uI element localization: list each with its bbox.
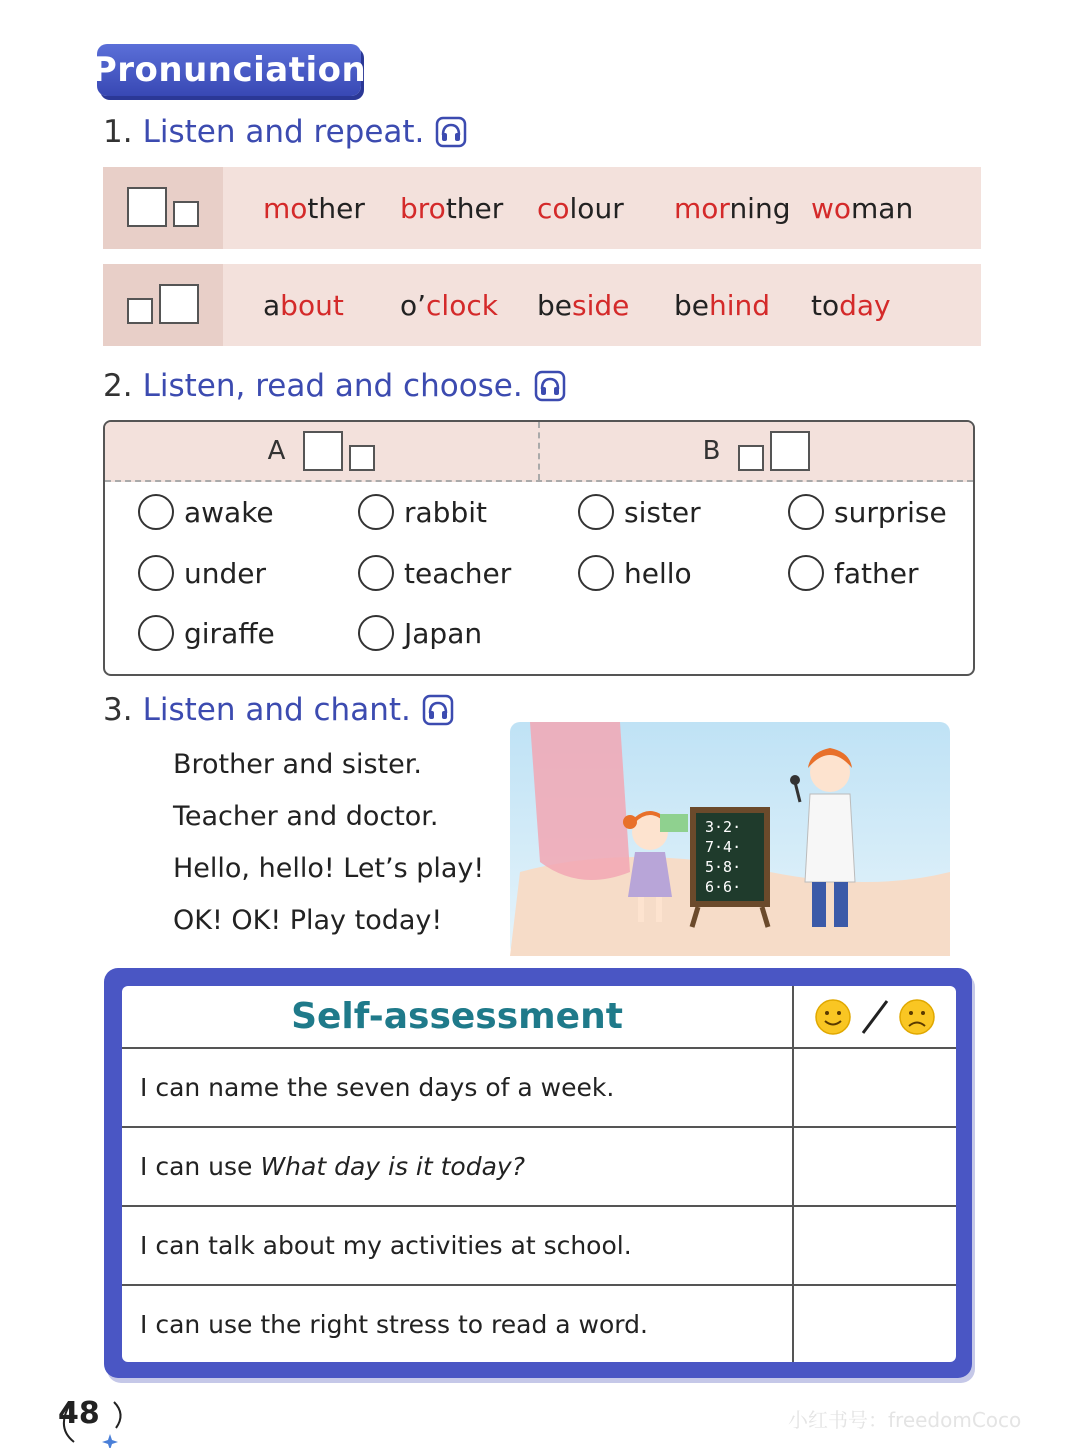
page-number-text: 48 — [58, 1396, 100, 1431]
headphones-icon[interactable] — [434, 115, 468, 149]
self-assessment-row — [122, 1207, 956, 1286]
radio-circle[interactable] — [358, 555, 394, 591]
option-label: sister — [624, 495, 701, 529]
stress-row-first — [103, 167, 981, 249]
stressed-syllable: day — [839, 288, 891, 322]
part2-heading: Listen, read and choose. — [142, 368, 523, 404]
word-item — [674, 289, 811, 322]
part2-title — [103, 368, 567, 404]
slash-icon — [857, 997, 893, 1037]
can-do-statement — [122, 1049, 794, 1126]
unstressed-syllable: to — [811, 288, 840, 322]
word-item — [400, 192, 537, 225]
chant-line: Brother and sister. — [173, 749, 422, 780]
part1-title — [103, 114, 468, 150]
part2-number: 2. — [103, 368, 133, 404]
option-item[interactable] — [138, 615, 275, 651]
unstressed-syllable: ther — [307, 191, 365, 225]
stress-pattern-small-big — [103, 264, 223, 346]
unstressed-syllable: lour — [569, 191, 624, 225]
stressed-syllable: bout — [280, 288, 344, 322]
radio-circle[interactable] — [788, 555, 824, 591]
option-item[interactable] — [578, 494, 701, 530]
stress-row-second — [103, 264, 981, 346]
part3-title — [103, 692, 455, 728]
section-badge: Pronunciation — [97, 44, 361, 96]
unstressed-syllable: a — [263, 288, 281, 322]
stressed-syllable: clock — [426, 288, 498, 322]
stressed-syllable: wo — [811, 191, 852, 225]
unstressed-syllable: man — [851, 191, 914, 225]
statement-text: I can use — [140, 1152, 253, 1181]
part1-heading: Listen and repeat. — [142, 114, 425, 150]
can-do-statement — [122, 1207, 794, 1284]
radio-circle[interactable] — [138, 555, 174, 591]
column-b-label: B — [702, 436, 721, 466]
self-assessment-row — [122, 1128, 956, 1207]
unstressed-syllable: be — [537, 288, 572, 322]
stressed-syllable: co — [537, 191, 570, 225]
sad-face-icon — [897, 997, 937, 1037]
word-item — [537, 192, 674, 225]
option-label: rabbit — [404, 495, 487, 529]
part1-number: 1. — [103, 114, 133, 150]
self-assessment-row — [122, 1049, 956, 1128]
chant-line: OK! OK! Play today! — [173, 905, 443, 936]
statement-text: I can talk about my activities at school. — [140, 1231, 632, 1260]
unstressed-syllable: be — [674, 288, 709, 322]
stress-pattern-big-small — [103, 167, 223, 249]
self-assessment-header — [122, 986, 956, 1049]
stressed-syllable: bro — [400, 191, 446, 225]
option-label: teacher — [404, 556, 512, 590]
self-assessment-row — [122, 1286, 956, 1362]
can-do-statement — [122, 1128, 794, 1205]
option-item[interactable] — [578, 555, 692, 591]
self-assessment-table — [122, 986, 956, 1362]
smiley-face-icon — [813, 997, 853, 1037]
page-number-swoosh — [56, 1398, 128, 1448]
watermark: 小红书号：freedomCoco — [788, 1408, 1022, 1432]
chant-line: Teacher and doctor. — [173, 801, 439, 832]
option-label: awake — [184, 495, 274, 529]
option-item[interactable] — [138, 494, 274, 530]
radio-circle[interactable] — [788, 494, 824, 530]
unstressed-syllable: ther — [445, 191, 504, 225]
option-item[interactable] — [358, 555, 511, 591]
board-line: 7·4· — [705, 838, 742, 856]
part3-number: 3. — [103, 692, 133, 728]
stressed-syllable: mor — [674, 191, 730, 225]
option-item[interactable] — [138, 555, 266, 591]
stressed-syllable: hind — [709, 288, 771, 322]
rating-faces — [794, 997, 956, 1037]
word-item — [674, 192, 811, 225]
radio-circle[interactable] — [578, 555, 614, 591]
word-list-row2 — [223, 289, 981, 322]
radio-circle[interactable] — [138, 494, 174, 530]
chant-line: Hello, hello! Let’s play! — [173, 853, 485, 884]
option-item[interactable] — [358, 494, 487, 530]
word-item — [400, 289, 537, 322]
board-line: 3·2· — [705, 818, 742, 836]
option-label: surprise — [834, 495, 947, 529]
word-item — [811, 289, 948, 322]
statement-italic: What day is it today? — [260, 1152, 525, 1181]
radio-circle[interactable] — [138, 615, 174, 651]
stressed-syllable: mo — [263, 191, 308, 225]
option-item[interactable] — [788, 494, 947, 530]
option-label: Japan — [404, 616, 483, 650]
choose-header — [105, 422, 973, 482]
word-item — [263, 289, 400, 322]
option-label: hello — [624, 556, 692, 590]
option-label: giraffe — [184, 616, 275, 650]
option-label: under — [184, 556, 267, 590]
radio-circle[interactable] — [578, 494, 614, 530]
column-b-header — [540, 422, 973, 480]
option-item[interactable] — [358, 615, 482, 651]
board-line: 6·6· — [705, 878, 742, 896]
chant-lines — [173, 745, 484, 953]
can-do-statement — [122, 1286, 794, 1362]
word-item — [537, 289, 674, 322]
radio-circle[interactable] — [358, 494, 394, 530]
column-a-header — [105, 422, 540, 480]
radio-circle[interactable] — [358, 615, 394, 651]
board-line: 5·8· — [705, 858, 742, 876]
option-label: father — [834, 556, 919, 590]
option-item[interactable] — [788, 555, 918, 591]
self-assessment-panel — [104, 968, 972, 1378]
headphones-icon[interactable] — [533, 369, 567, 403]
statement-text: I can name the seven days of a week. — [140, 1073, 615, 1102]
word-item — [811, 192, 948, 225]
word-item — [263, 192, 400, 225]
self-assessment-title: Self-assessment — [122, 986, 794, 1047]
headphones-icon[interactable] — [421, 693, 455, 727]
part3-heading: Listen and chant. — [142, 692, 411, 728]
statement-text: I can use the right stress to read a word. — [140, 1309, 648, 1339]
stressed-syllable: side — [572, 288, 630, 322]
chant-illustration — [510, 722, 950, 956]
unstressed-syllable: ning — [729, 191, 791, 225]
word-list-row1 — [223, 192, 981, 225]
unstressed-syllable: o’ — [400, 288, 427, 322]
column-a-label: A — [267, 436, 286, 466]
